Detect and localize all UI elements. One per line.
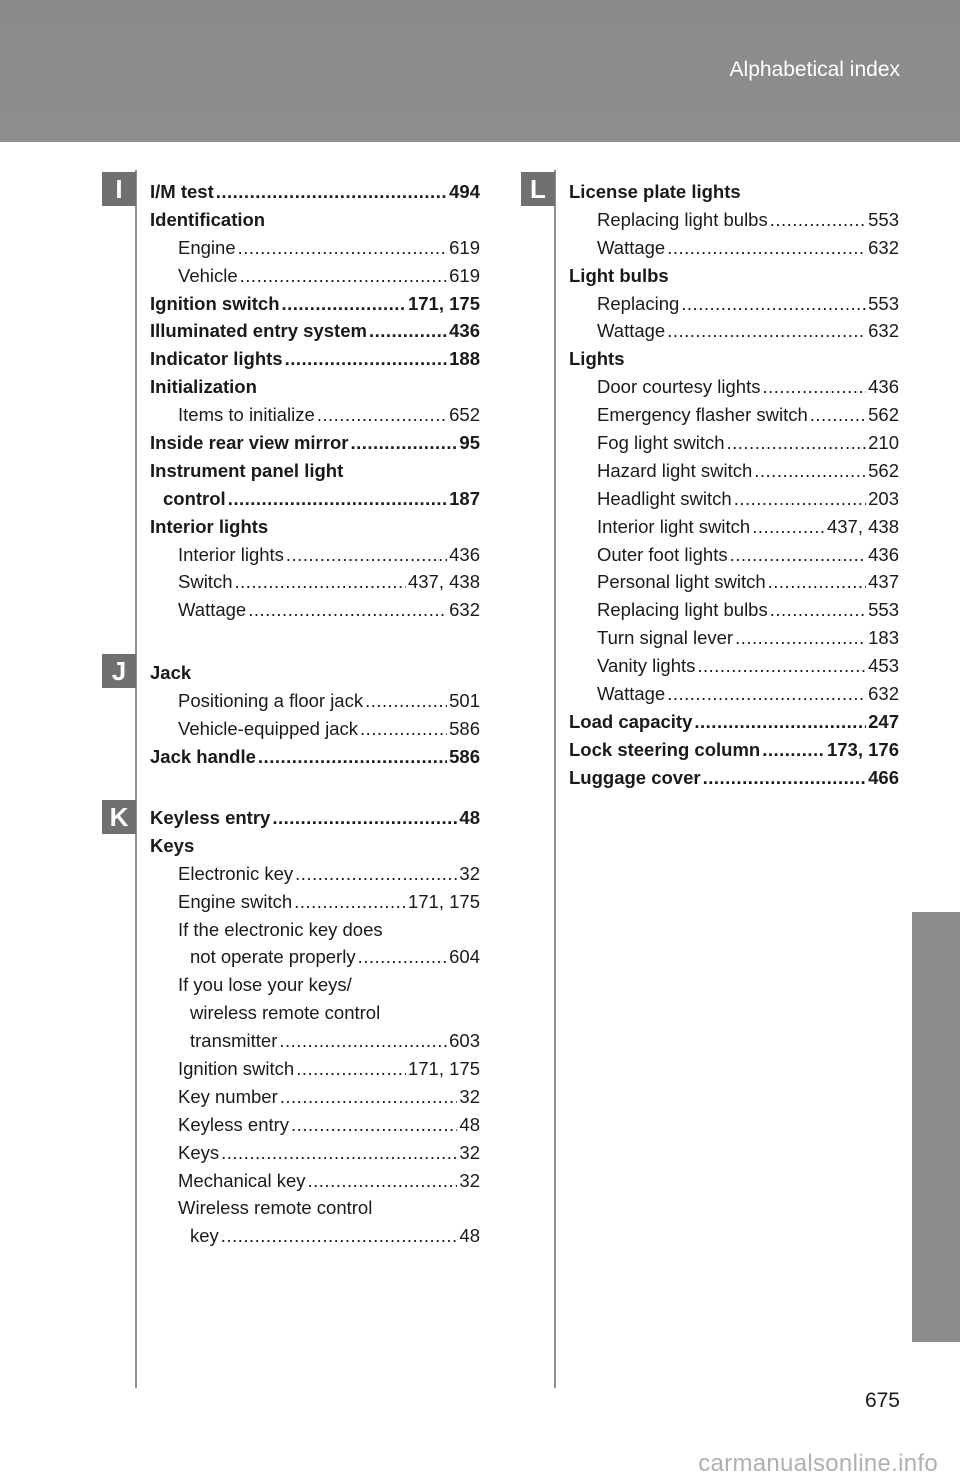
- dot-leader: [667, 234, 866, 262]
- entry-text: Instrument panel light: [150, 459, 344, 481]
- entry-page: 586: [449, 745, 480, 767]
- index-entry: [150, 290, 480, 318]
- entry-page: 632: [449, 599, 480, 621]
- entry-page: 171, 175: [407, 292, 480, 314]
- entry-text: Hazard light switch: [597, 459, 753, 481]
- index-entry: [150, 317, 480, 345]
- dot-leader: [291, 1111, 457, 1139]
- index-entry: [569, 262, 899, 290]
- index-entry: [569, 513, 899, 541]
- entry-page: 210: [868, 432, 899, 454]
- entry-page: 562: [868, 404, 899, 426]
- index-entry: [150, 1027, 480, 1055]
- entry-page: 586: [449, 717, 480, 739]
- index-entry: [150, 1194, 480, 1222]
- entry-text: Engine switch: [178, 890, 293, 912]
- dot-leader: [350, 429, 457, 457]
- entry-text: I/M test: [150, 181, 214, 202]
- entry-page: 32: [459, 1169, 480, 1191]
- entry-text: Items to initialize: [178, 404, 315, 426]
- entry-page: 48: [459, 1113, 480, 1135]
- dot-leader: [770, 206, 866, 234]
- dot-leader: [308, 1167, 458, 1195]
- entry-text: Illuminated entry system: [150, 320, 367, 342]
- entry-page: 553: [868, 292, 899, 314]
- index-entry: [569, 708, 899, 736]
- dot-leader: [810, 401, 866, 429]
- section-side-tab: [912, 912, 960, 1342]
- letter-marker-j: J: [102, 654, 136, 688]
- index-entry: [569, 345, 899, 373]
- index-entry: [150, 860, 480, 888]
- entry-text: Vehicle: [178, 264, 238, 286]
- entry-text: transmitter: [190, 1030, 278, 1052]
- entry-text: Key number: [178, 1085, 278, 1107]
- entry-text: Interior lights: [178, 543, 284, 565]
- entry-text: Mechanical key: [178, 1169, 306, 1191]
- entry-page: 48: [459, 807, 480, 828]
- entry-page: 436: [868, 376, 899, 398]
- index-entry: [569, 541, 899, 569]
- index-entry: [569, 206, 899, 234]
- entry-page: 553: [868, 208, 899, 230]
- dot-leader: [216, 178, 447, 206]
- index-entry: [150, 743, 480, 771]
- entry-page: 494: [449, 181, 480, 202]
- entry-page: 619: [449, 236, 480, 258]
- index-entry: [569, 178, 899, 206]
- column-divider-left: [135, 170, 137, 1388]
- entry-text: Personal light switch: [597, 571, 766, 593]
- dot-leader: [235, 568, 406, 596]
- entry-page: 437, 438: [407, 571, 480, 593]
- entry-page: 604: [449, 946, 480, 968]
- dot-leader: [727, 429, 867, 457]
- entry-text: key: [190, 1225, 219, 1247]
- dot-leader: [681, 290, 866, 318]
- index-entry: [150, 568, 480, 596]
- entry-text: Keys: [150, 834, 195, 856]
- entry-page: 171, 175: [407, 1058, 480, 1080]
- entry-text: If the electronic key does: [178, 918, 383, 940]
- entry-text: Ignition switch: [178, 1058, 295, 1080]
- entry-page: 632: [868, 320, 899, 342]
- entry-text: Replacing light bulbs: [597, 208, 768, 230]
- dot-leader: [752, 513, 825, 541]
- index-entry: [150, 206, 480, 234]
- index-entry: [569, 680, 899, 708]
- entry-text: Jack handle: [150, 745, 256, 767]
- index-entry: [150, 345, 480, 373]
- index-entry: [150, 1222, 480, 1250]
- index-entry: [150, 541, 480, 569]
- index-entry: [150, 234, 480, 262]
- dot-leader: [730, 541, 867, 569]
- entry-page: 652: [449, 404, 480, 426]
- entry-text: Light bulbs: [569, 264, 669, 286]
- index-entry: [150, 999, 480, 1027]
- entry-text: Emergency flasher switch: [597, 404, 808, 426]
- entry-page: 501: [449, 689, 480, 711]
- entry-text: Interior lights: [150, 515, 269, 537]
- index-entry: [150, 1055, 480, 1083]
- page-number: 675: [864, 1389, 900, 1412]
- entry-page: 466: [868, 766, 899, 788]
- dot-leader: [768, 568, 866, 596]
- index-entry: [150, 262, 480, 290]
- dot-leader: [240, 262, 447, 290]
- entry-text: Inside rear view mirror: [150, 432, 349, 454]
- entry-page: 437: [868, 571, 899, 593]
- index-entry: [150, 401, 480, 429]
- dot-leader: [703, 764, 867, 792]
- entry-text: Keyless entry: [178, 1113, 290, 1135]
- dot-leader: [221, 1222, 458, 1250]
- dot-leader: [697, 652, 866, 680]
- dot-leader: [770, 596, 866, 624]
- entry-text: Lights: [569, 348, 625, 370]
- entry-text: Replacing: [597, 292, 680, 314]
- entry-text: Keyless entry: [150, 807, 271, 828]
- entry-page: 603: [449, 1030, 480, 1052]
- entry-text: Wattage: [597, 683, 666, 705]
- index-entry: [569, 624, 899, 652]
- entry-page: 95: [459, 432, 480, 454]
- entry-page: 632: [868, 683, 899, 705]
- entry-page: 187: [449, 487, 480, 509]
- entry-text: Keys: [178, 1141, 220, 1163]
- dot-leader: [294, 888, 406, 916]
- entry-text: Load capacity: [569, 710, 693, 732]
- dot-leader: [365, 687, 447, 715]
- index-entry: [150, 1139, 480, 1167]
- index-entry: [569, 764, 899, 792]
- dot-leader: [286, 541, 447, 569]
- entry-text: If you lose your keys/: [178, 974, 352, 996]
- entry-text: Positioning a floor jack: [178, 689, 364, 711]
- index-entry: [569, 485, 899, 513]
- letter-marker-k: K: [102, 800, 136, 834]
- entry-text: not operate properly: [190, 946, 356, 968]
- entry-page: 32: [459, 1085, 480, 1107]
- entry-text: Interior light switch: [597, 515, 751, 537]
- entry-text: Luggage cover: [569, 766, 701, 788]
- dot-leader: [754, 457, 866, 485]
- entry-text: Identification: [150, 208, 266, 230]
- entry-text: Vanity lights: [597, 655, 696, 677]
- index-entry: [569, 652, 899, 680]
- dot-leader: [221, 1139, 457, 1167]
- dot-leader: [369, 317, 447, 345]
- dot-leader: [734, 485, 866, 513]
- index-entry: [569, 568, 899, 596]
- entry-text: Fog light switch: [597, 432, 725, 454]
- index-section-k: [150, 804, 480, 1250]
- dot-leader: [360, 715, 447, 743]
- dot-leader: [735, 624, 866, 652]
- entry-text: Door courtesy lights: [597, 376, 761, 398]
- entry-text: Electronic key: [178, 862, 294, 884]
- index-entry: [150, 1111, 480, 1139]
- index-entry: [569, 736, 899, 764]
- dot-leader: [694, 708, 866, 736]
- entry-page: 619: [449, 264, 480, 286]
- entry-page: 173, 176: [826, 738, 899, 760]
- dot-leader: [762, 736, 825, 764]
- entry-page: 32: [459, 862, 480, 884]
- index-section-j: [150, 659, 480, 771]
- entry-text: License plate lights: [569, 181, 741, 202]
- entry-text: Jack: [150, 662, 192, 683]
- entry-page: 32: [459, 1141, 480, 1163]
- index-entry: [150, 943, 480, 971]
- entry-text: Headlight switch: [597, 487, 732, 509]
- index-entry: [569, 596, 899, 624]
- index-entry: [150, 1083, 480, 1111]
- page-header: [0, 0, 960, 142]
- dot-leader: [285, 345, 448, 373]
- dot-leader: [762, 373, 866, 401]
- entry-page: 188: [449, 348, 480, 370]
- entry-page: 183: [868, 627, 899, 649]
- entry-text: control: [163, 487, 226, 509]
- entry-text: Replacing light bulbs: [597, 599, 768, 621]
- index-entry: [150, 916, 480, 944]
- entry-text: Engine: [178, 236, 236, 258]
- entry-text: Indicator lights: [150, 348, 283, 370]
- entry-text: Ignition switch: [150, 292, 280, 314]
- index-entry: [150, 457, 480, 485]
- entry-text: Lock steering column: [569, 738, 761, 760]
- entry-page: 553: [868, 599, 899, 621]
- dot-leader: [358, 943, 448, 971]
- entry-text: wireless remote control: [190, 1002, 381, 1024]
- entry-text: Initialization: [150, 376, 257, 398]
- dot-leader: [228, 485, 447, 513]
- header-title: Alphabetical index: [729, 58, 900, 81]
- entry-page: 48: [459, 1225, 480, 1247]
- entry-page: 436: [449, 543, 480, 565]
- dot-leader: [272, 804, 457, 832]
- dot-leader: [317, 401, 447, 429]
- dot-leader: [279, 1027, 447, 1055]
- entry-text: Wattage: [597, 236, 666, 258]
- index-entry: [150, 659, 480, 687]
- entry-text: Wireless remote control: [178, 1197, 373, 1219]
- index-section-l: [569, 178, 899, 792]
- index-entry: [150, 513, 480, 541]
- index-entry: [150, 1167, 480, 1195]
- index-entry: [569, 317, 899, 345]
- dot-leader: [238, 234, 448, 262]
- letter-marker-i: I: [102, 172, 136, 206]
- index-entry: [150, 832, 480, 860]
- index-section-i: [150, 178, 480, 624]
- entry-page: 562: [868, 459, 899, 481]
- dot-leader: [248, 596, 447, 624]
- index-entry: [150, 687, 480, 715]
- index-entry: [150, 485, 480, 513]
- index-entry: [569, 373, 899, 401]
- index-entry: [150, 715, 480, 743]
- entry-page: 437, 438: [826, 515, 899, 537]
- index-entry: [569, 290, 899, 318]
- dot-leader: [667, 680, 866, 708]
- index-entry: [150, 373, 480, 401]
- entry-text: Switch: [178, 571, 233, 593]
- index-entry: [150, 178, 480, 206]
- entry-page: 632: [868, 236, 899, 258]
- dot-leader: [282, 290, 406, 318]
- index-entry: [150, 596, 480, 624]
- entry-text: Vehicle-equipped jack: [178, 717, 358, 739]
- index-entry: [150, 971, 480, 999]
- entry-text: Outer foot lights: [597, 543, 728, 565]
- index-entry: [569, 457, 899, 485]
- dot-leader: [296, 1055, 406, 1083]
- index-entry: [150, 888, 480, 916]
- entry-page: 436: [868, 543, 899, 565]
- index-entry: [150, 804, 480, 832]
- watermark: carmanualsonline.info: [698, 1450, 938, 1477]
- column-divider-right: [554, 170, 556, 1388]
- index-entry: [569, 234, 899, 262]
- index-entry: [569, 429, 899, 457]
- dot-leader: [258, 743, 447, 771]
- entry-text: Turn signal lever: [597, 627, 734, 649]
- entry-page: 453: [868, 655, 899, 677]
- entry-page: 247: [868, 710, 899, 732]
- entry-text: Wattage: [597, 320, 666, 342]
- entry-page: 171, 175: [407, 890, 480, 912]
- entry-text: Wattage: [178, 599, 247, 621]
- entry-page: 203: [868, 487, 899, 509]
- index-entry: [150, 429, 480, 457]
- index-entry: [569, 401, 899, 429]
- entry-page: 436: [449, 320, 480, 342]
- dot-leader: [280, 1083, 458, 1111]
- letter-marker-l: L: [521, 172, 555, 206]
- dot-leader: [295, 860, 457, 888]
- dot-leader: [667, 317, 866, 345]
